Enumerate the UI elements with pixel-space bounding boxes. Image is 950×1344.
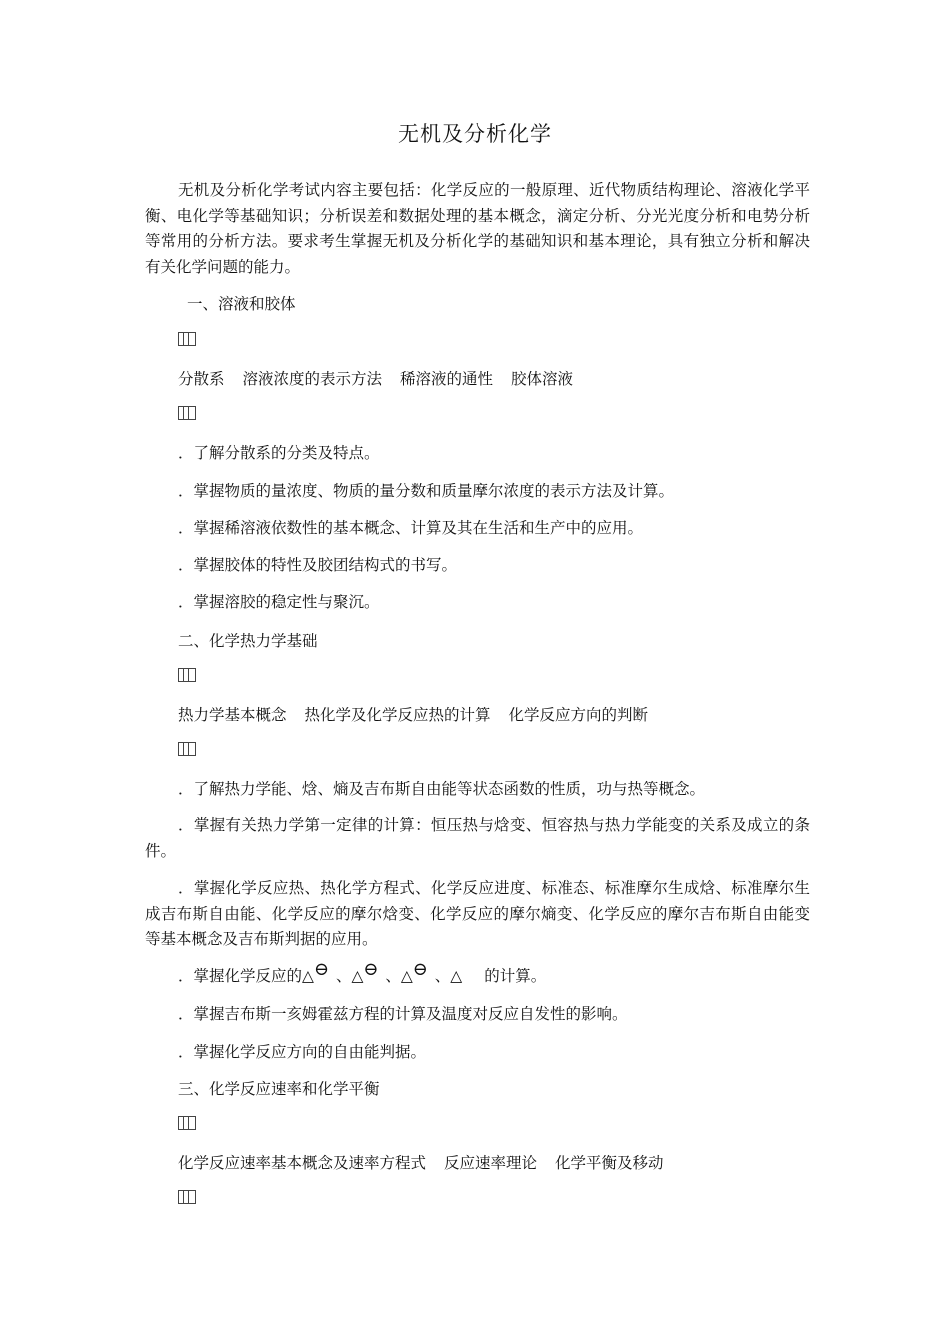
page-title: 无机及分析化学 xyxy=(398,122,552,146)
list-item: ．掌握有关热力学第一定律的计算：恒压热与焓变、恒容热与热力学能变的关系及成立的条件。 xyxy=(145,816,810,860)
list-item: ．掌握吉布斯一亥姆霍兹方程的计算及温度对反应自发性的影响。 xyxy=(178,1005,628,1023)
topic: 化学反应方向的判断 xyxy=(508,706,649,724)
placeholder-glyph-icon xyxy=(178,1116,196,1134)
intro-paragraph: 无机及分析化学考试内容主要包括：化学反应的一般原理、近代物质结构理论、溶液化学平衡、电化学等基础知识；分析误差和数据处理的基本概念，滴定分析、分光光度分析和电势分析等常用的分析方法。要求考生掌握无机及分析化学的基础知识和基本理论，具有独立分析和解决有关化学问题的能力。 xyxy=(145,181,810,276)
topic: 化学平衡及移动 xyxy=(555,1154,664,1172)
list-item: ．了解分散系的分类及特点。 xyxy=(178,444,380,462)
topic: 化学反应速率基本概念及速率方程式 xyxy=(178,1154,427,1172)
formula-item: ．掌握化学反应的△ ⊖ 、△ ⊖ 、△ ⊖ 、△ 的计算。 xyxy=(178,959,547,985)
list-item: ．掌握物质的量浓度、物质的量分数和质量摩尔浓度的表示方法及计算。 xyxy=(178,482,675,500)
placeholder-glyph-icon xyxy=(178,332,196,350)
list-item: ．掌握溶胶的稳定性与聚沉。 xyxy=(178,593,380,611)
topic: 反应速率理论 xyxy=(444,1154,538,1172)
list-item: ．掌握胶体的特性及胶团结构式的书写。 xyxy=(178,556,458,574)
section-heading-3: 三、化学反应速率和化学平衡 xyxy=(178,1080,380,1098)
list-item: ．掌握化学反应方向的自由能判据。 xyxy=(178,1043,427,1061)
topic: 热化学及化学反应热的计算 xyxy=(304,706,491,724)
topics-line-2 xyxy=(178,703,648,725)
placeholder-glyph-icon xyxy=(178,668,196,686)
topic: 热力学基本概念 xyxy=(178,706,287,724)
list-item: ．了解热力学能、焓、熵及吉布斯自由能等状态函数的性质，功与热等概念。 xyxy=(178,780,706,798)
topic: 胶体溶液 xyxy=(511,370,574,388)
placeholder-glyph-icon xyxy=(178,1190,196,1208)
topic: 分散系 xyxy=(178,370,225,388)
list-item: ．掌握化学反应热、热化学方程式、化学反应进度、标准态、标准摩尔生成焓、标准摩尔生成吉布斯自由能、化学反应的摩尔焓变、化学反应的摩尔熵变、化学反应的摩尔吉布斯自由能变等基本概念及吉布斯判据的应用。 xyxy=(145,879,810,948)
topics-line-3 xyxy=(178,1151,664,1173)
list-item: ．掌握稀溶液依数性的基本概念、计算及其在生活和生产中的应用。 xyxy=(178,519,644,537)
section-heading-1: 一、溶液和胶体 xyxy=(187,295,296,313)
placeholder-glyph-icon xyxy=(178,406,196,424)
topics-line-1 xyxy=(178,367,573,389)
topic: 溶液浓度的表示方法 xyxy=(242,370,383,388)
topic: 稀溶液的通性 xyxy=(400,370,494,388)
placeholder-glyph-icon xyxy=(178,742,196,760)
section-heading-2: 二、化学热力学基础 xyxy=(178,632,318,650)
